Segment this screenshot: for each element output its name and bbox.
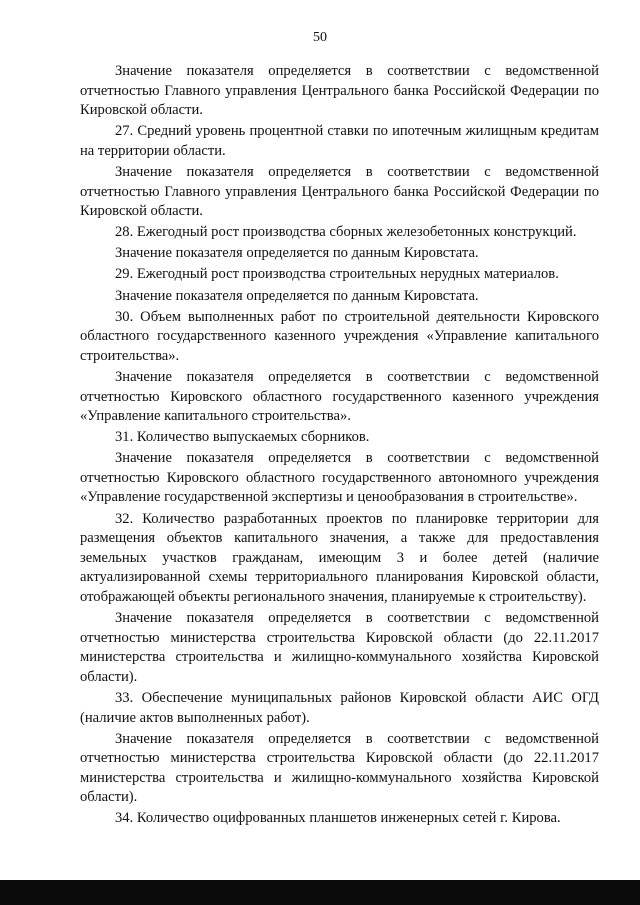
paragraph-5: Значение показателя определяется по данным Кировстата. xyxy=(115,245,479,262)
document-body xyxy=(80,62,599,829)
paragraph-11: Значение показателя определяется в соответствии с ведомственной отчетностью Кировского областного государственного автономного учреждения «Управление государственной экспертизы и ценообразования в строительстве». xyxy=(80,450,599,506)
paragraph-6: 29. Ежегодный рост производства строительных нерудных материалов. xyxy=(115,266,559,283)
paragraph-3: Значение показателя определяется в соответствии с ведомственной отчетностью Главного управления Центрального банка Российской Федерации по Кировской области. xyxy=(80,163,599,220)
paragraph-4: 28. Ежегодный рост производства сборных железобетонных конструкций. xyxy=(115,224,577,241)
paragraph-1: Значение показателя определяется в соответствии с ведомственной отчетностью Главного управления Центрального банка Российской Федерации по Кировской области. xyxy=(80,63,599,119)
paragraph-16: 34. Количество оцифрованных планшетов инженерных сетей г. Кирова. xyxy=(115,810,561,827)
paragraph-14: 33. Обеспечение муниципальных районов Кировской области АИС ОГД (наличие актов выполненных работ). xyxy=(80,689,599,726)
page-number: 50 xyxy=(313,30,327,45)
paragraph-10: 31. Количество выпускаемых сборников. xyxy=(115,429,370,446)
paragraph-7: Значение показателя определяется по данным Кировстата. xyxy=(115,287,479,304)
paragraph-9: Значение показателя определяется в соответствии с ведомственной отчетностью Кировского областного государственного казенного учреждения «Управление капитального строительства». xyxy=(80,368,599,425)
paragraph-15: Значение показателя определяется в соответствии с ведомственной отчетностью министерства строительства Кировской области (до 22.11.2017 министерства строительства и жилищно-коммунального хозяйства Кировской области). xyxy=(80,730,599,806)
paragraph-2: 27. Средний уровень процентной ставки по ипотечным жилищным кредитам на территории области. xyxy=(80,123,599,159)
paragraph-12: 32. Количество разработанных проектов по планировке территории для размещения объектов капитального значения, а также для предоставления земельных участков гражданам, имеющим 3 и более детей (наличие актуализированной схемы территориального планирования Кировской области, отображающей объекты регионального значения, планируемые к строительству). xyxy=(80,510,599,605)
scan-edge-bar xyxy=(0,880,640,905)
paragraph-8: 30. Объем выполненных работ по строительной деятельности Кировского областного государственного казенного учреждения «Управление капитального строительства». xyxy=(80,308,599,364)
paragraph-13: Значение показателя определяется в соответствии с ведомственной отчетностью министерства строительства Кировской области (до 22.11.2017 министерства строительства и жилищно-коммунального хозяйства Кировской области). xyxy=(80,610,599,685)
